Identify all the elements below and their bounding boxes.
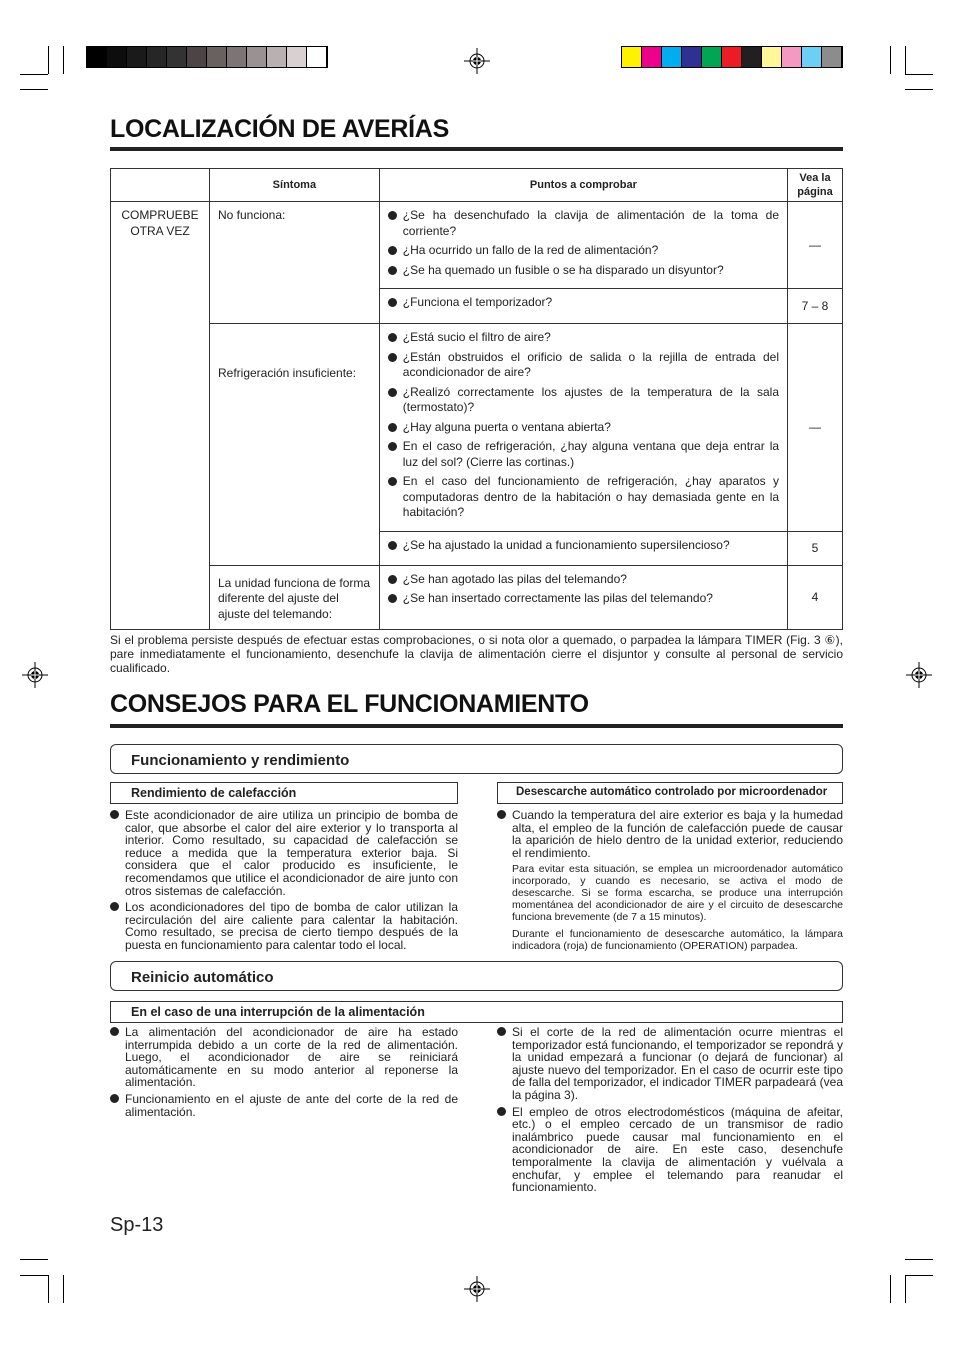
crop-mark (20, 89, 48, 90)
color-swatch (642, 47, 662, 67)
crop-mark (63, 46, 64, 74)
color-swatch (167, 47, 187, 67)
list-item: ¿Está sucio el filtro de aire? (388, 330, 779, 346)
color-swatch (782, 47, 802, 67)
page-ref: — (788, 202, 843, 289)
crop-mark (905, 1275, 933, 1276)
defrost-note: Para evitar esta situación, se emplea un microordenador automático incorporado, y cuando es necesario, se activa el modo de desescarche. Si se forma escarcha, se produce una interrupción momentánea del acondicionador de aire y el circuito de desescarche funciona brevemente (de 7 a 15 minutos). (512, 863, 843, 924)
list-item: ¿Realizó correctamente los ajustes de la temperatura de la sala (termostato)? (388, 385, 779, 416)
crop-mark (48, 46, 49, 74)
crop-mark (890, 1275, 891, 1303)
list-item: ¿Se han agotado las pilas del telemando? (388, 572, 779, 588)
subsection-title: En el caso de una interrupción de la alimentación (131, 1005, 425, 1019)
crop-mark (63, 1275, 64, 1303)
grayscale-strip (86, 46, 328, 68)
list-item: ¿Se ha desenchufado la clavija de alimentación de la toma de corriente? (388, 208, 779, 239)
color-swatch (742, 47, 762, 67)
crop-mark (905, 46, 906, 74)
table-row (111, 565, 843, 629)
color-swatch (127, 47, 147, 67)
registration-mark-icon (906, 662, 932, 688)
color-swatch (287, 47, 307, 67)
color-swatch (762, 47, 782, 67)
color-swatch (822, 47, 842, 67)
list-item: En el caso del funcionamiento de refrigeración, ¿hay aparatos y computadoras dentro de la habitación o hay demasiada gente en la habitación? (388, 474, 779, 521)
checks-cell (379, 531, 787, 565)
page-number: Sp-13 (110, 1214, 164, 1236)
list-item: ¿Se han insertado correctamente las pilas del telemando? (388, 591, 779, 607)
troubleshooting-table (110, 168, 843, 630)
crop-mark (20, 1275, 48, 1276)
list-item: Los acondicionadores del tipo de bomba de calor utilizan la recirculación del aire caliente para calentar la habitación. Como resultado, se precisa de cierto tiempo después de la puesta en funcionamiento para calentar todo el local. (110, 901, 458, 951)
symptom-label: Refrigeración insuficiente: (217, 366, 357, 380)
symptom-cell (209, 202, 379, 324)
section-header (110, 961, 843, 991)
color-swatch (622, 47, 642, 67)
header-checks: Puntos a comprobar (379, 169, 787, 202)
color-swatch (87, 47, 107, 67)
checks-cell (379, 289, 787, 324)
troubleshooting-title: LOCALIZACIÓN DE AVERÍAS (110, 115, 449, 143)
crop-mark (905, 74, 933, 75)
color-swatch (307, 47, 327, 67)
header-symptom: Síntoma (209, 169, 379, 202)
list-item: La alimentación del acondicionador de aire ha estado interrumpida debido a un corte de la red de alimentación. Luego, el acondicionador de aire se reiniciará automáticamente en su modo anterior al reponerse la alimentación. (110, 1026, 458, 1089)
registration-mark-icon (22, 662, 48, 688)
subsection-title: Desescarche automático controlado por microordenador (516, 786, 828, 798)
color-swatch (107, 47, 127, 67)
color-swatch (682, 47, 702, 67)
symptom-cell (209, 565, 379, 629)
crop-mark (890, 46, 891, 74)
color-swatch (187, 47, 207, 67)
subsection-header (110, 1001, 843, 1023)
check-again-cell (111, 202, 210, 630)
color-swatch (147, 47, 167, 67)
list-item: En el caso de refrigeración, ¿hay alguna ventana que deja entrar la luz del sol? (Cierre las cortinas.) (388, 439, 779, 470)
registration-mark-icon (464, 1276, 490, 1302)
color-strip (621, 46, 843, 68)
defrost-text (497, 809, 843, 957)
table-row (111, 202, 843, 289)
list-item: ¿Se ha ajustado la unidad a funcionamiento supersilencioso? (388, 538, 779, 554)
list-item: ¿Están obstruidos el orificio de salida o la rejilla de entrada del acondicionador de aire? (388, 350, 779, 381)
symptom-cell (209, 324, 379, 566)
crop-mark (48, 1275, 49, 1303)
symptom-label: La unidad funciona de forma diferente del ajuste del ajuste del telemando: (217, 575, 371, 621)
restart-left-text (110, 1026, 458, 1122)
table-row (111, 324, 843, 532)
list-item: Cuando la temperatura del aire exterior es baja y la humedad alta, el empleo de la función de calefacción puede de causar la aparición de hielo dentro de la unidad exterior, reduciendo el rendimiento. (497, 809, 843, 859)
crop-mark (905, 89, 933, 90)
color-swatch (802, 47, 822, 67)
header-page: Vea la página (788, 169, 843, 202)
color-swatch (702, 47, 722, 67)
color-swatch (207, 47, 227, 67)
list-item: Funcionamiento en el ajuste de ante del corte de la red de alimentación. (110, 1093, 458, 1118)
list-item: ¿Hay alguna puerta o ventana abierta? (388, 420, 779, 436)
list-item: ¿Ha ocurrido un fallo de la red de alimentación? (388, 243, 779, 259)
page-ref: 5 (788, 531, 843, 565)
color-swatch (227, 47, 247, 67)
troubleshooting-footnote: Si el problema persiste después de efectuar estas comprobaciones, o si nota olor a quemado, o parpadea la lámpara TIMER (Fig. 3 ⑥), pare inmediatamente el funcionamiento, desenchufe la clavija de alimentación cierre el disjuntor y consulte al personal de servicio cualificado. (110, 633, 843, 675)
checks-cell (379, 202, 787, 289)
color-swatch (722, 47, 742, 67)
defrost-note: Durante el funcionamiento de desescarche automático, la lámpara indicadora (roja) de funcionamiento (OPERATION) parpadea. (512, 928, 843, 953)
section-title: Funcionamiento y rendimiento (131, 752, 350, 769)
color-swatch (662, 47, 682, 67)
list-item: ¿Funciona el temporizador? (388, 295, 779, 311)
page-ref: 4 (788, 565, 843, 629)
checks-cell (379, 324, 787, 532)
crop-mark (905, 1259, 933, 1260)
table-header-row (111, 169, 843, 202)
crop-mark (20, 74, 48, 75)
section-title: Reinicio automático (131, 969, 274, 986)
page-ref: 7 – 8 (788, 289, 843, 324)
restart-right-text (497, 1026, 843, 1198)
page-ref: — (788, 324, 843, 532)
checks-cell (379, 565, 787, 629)
color-swatch (247, 47, 267, 67)
color-swatch (267, 47, 287, 67)
symptom-label: No funciona: (217, 208, 286, 222)
list-item: ¿Se ha quemado un fusible o se ha disparado un disyuntor? (388, 263, 779, 279)
header-empty (111, 169, 210, 202)
crop-mark (905, 1275, 906, 1303)
crop-mark (20, 1259, 48, 1260)
tips-title: CONSEJOS PARA EL FUNCIONAMIENTO (110, 690, 589, 718)
list-item: Si el corte de la red de alimentación ocurre mientras el temporizador está funcionando, el temporizador se repondrá y la unidad empezará a funcionar (o dejará de funcionar) al ajuste nuevo del temporizador. En el caso de ocurrir este tipo de falla del temporizador, el indicador TIMER parpadeará (vea la página 3). (497, 1026, 843, 1102)
heating-text (110, 809, 458, 956)
title-rule (110, 147, 843, 151)
registration-mark-icon (464, 48, 490, 74)
check-again-label: COMPRUEBE OTRA VEZ (121, 208, 199, 238)
section-header (110, 744, 843, 774)
list-item: Este acondicionador de aire utiliza un principio de bomba de calor, que absorbe el calor del aire exterior y lo transporta al interior. Como resultado, su capacidad de calefacción se reduce a medida que la temperatura exterior baja. Si considera que el calor producido es insuficiente, le recomendamos que utilice el acondicionador de aire junto con otros sistemas de calefacción. (110, 809, 458, 897)
subsection-header (110, 782, 458, 804)
subsection-title: Rendimiento de calefacción (131, 786, 297, 800)
subsection-header (497, 782, 843, 804)
list-item: El empleo de otros electrodomésticos (máquina de afeitar, etc.) o el empleo cercado de un transmisor de radio inalámbrico puede causar mal funcionamiento en el acondicionador de aire. En este caso, desenchufe temporalmente la clavija de alimentación y vuélvala a enchufar, y emplee el telemando para reanudar el funcionamiento. (497, 1106, 843, 1194)
title-rule (110, 724, 843, 728)
